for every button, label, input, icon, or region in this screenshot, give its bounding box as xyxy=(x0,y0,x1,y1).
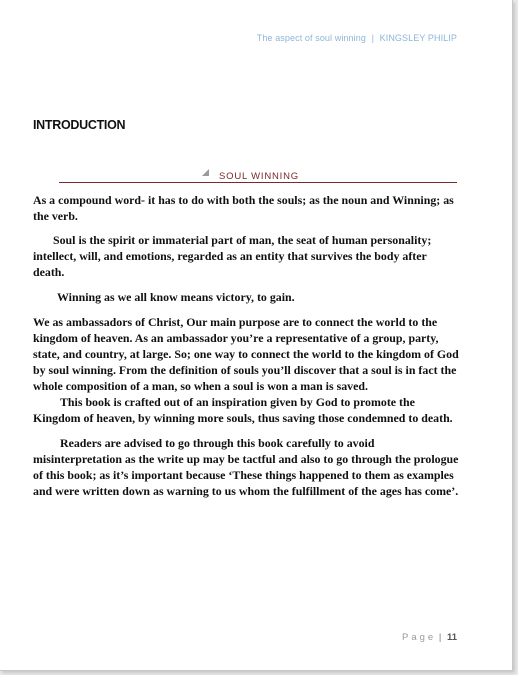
header-author: KINGSLEY PHILIP xyxy=(379,33,457,43)
page-footer xyxy=(300,632,457,643)
paragraph: Soul is the spirit or immaterial part of man, the seat of human personality; intellect, will, and emotions, regarded as an entity that survives the body after death. xyxy=(33,233,432,279)
page-number: 11 xyxy=(446,632,457,643)
paragraph: Readers are advised to go through this book carefully to avoid misinterpretation as the write up may be tactful and also to go through the prologue of this book; as it’s important because ‘These things happened to them as examples and were written down as warning to us whom the fulfillment of the ages has come’. xyxy=(33,436,459,498)
footer-page-label: Page xyxy=(402,632,437,643)
paragraph: We as ambassadors of Christ, Our main purpose are to connect the world to the kingdom of heaven. As an ambassador you’re a representative of a group, party, state, and country, at large. So; one way to connect the world to the kingdom of God by soul winning. From the definition of souls you’ll discover that a soul is in fact the whole composition of a man, so when a soul is won a man is saved. xyxy=(33,315,459,393)
header-book-title: The aspect of soul winning xyxy=(256,33,366,43)
section-title: SOUL WINNING xyxy=(219,171,299,182)
header-separator: | xyxy=(371,33,375,43)
running-header xyxy=(150,33,457,43)
section-heading xyxy=(59,168,457,183)
paragraph: This book is crafted out of an inspiration given by God to promote the Kingdom of heaven, by winning more souls, thus saving those condemned to death. xyxy=(33,395,453,425)
chapter-title: INTRODUCTION xyxy=(33,118,126,132)
triangle-marker-icon xyxy=(202,169,209,176)
paragraph: Winning as we all know means victory, to gain. xyxy=(57,290,295,304)
footer-separator: | xyxy=(438,632,442,643)
paragraph: As a compound word- it has to do with both the souls; as the noun and Winning; as the verb. xyxy=(33,193,454,223)
body-text xyxy=(33,192,459,499)
